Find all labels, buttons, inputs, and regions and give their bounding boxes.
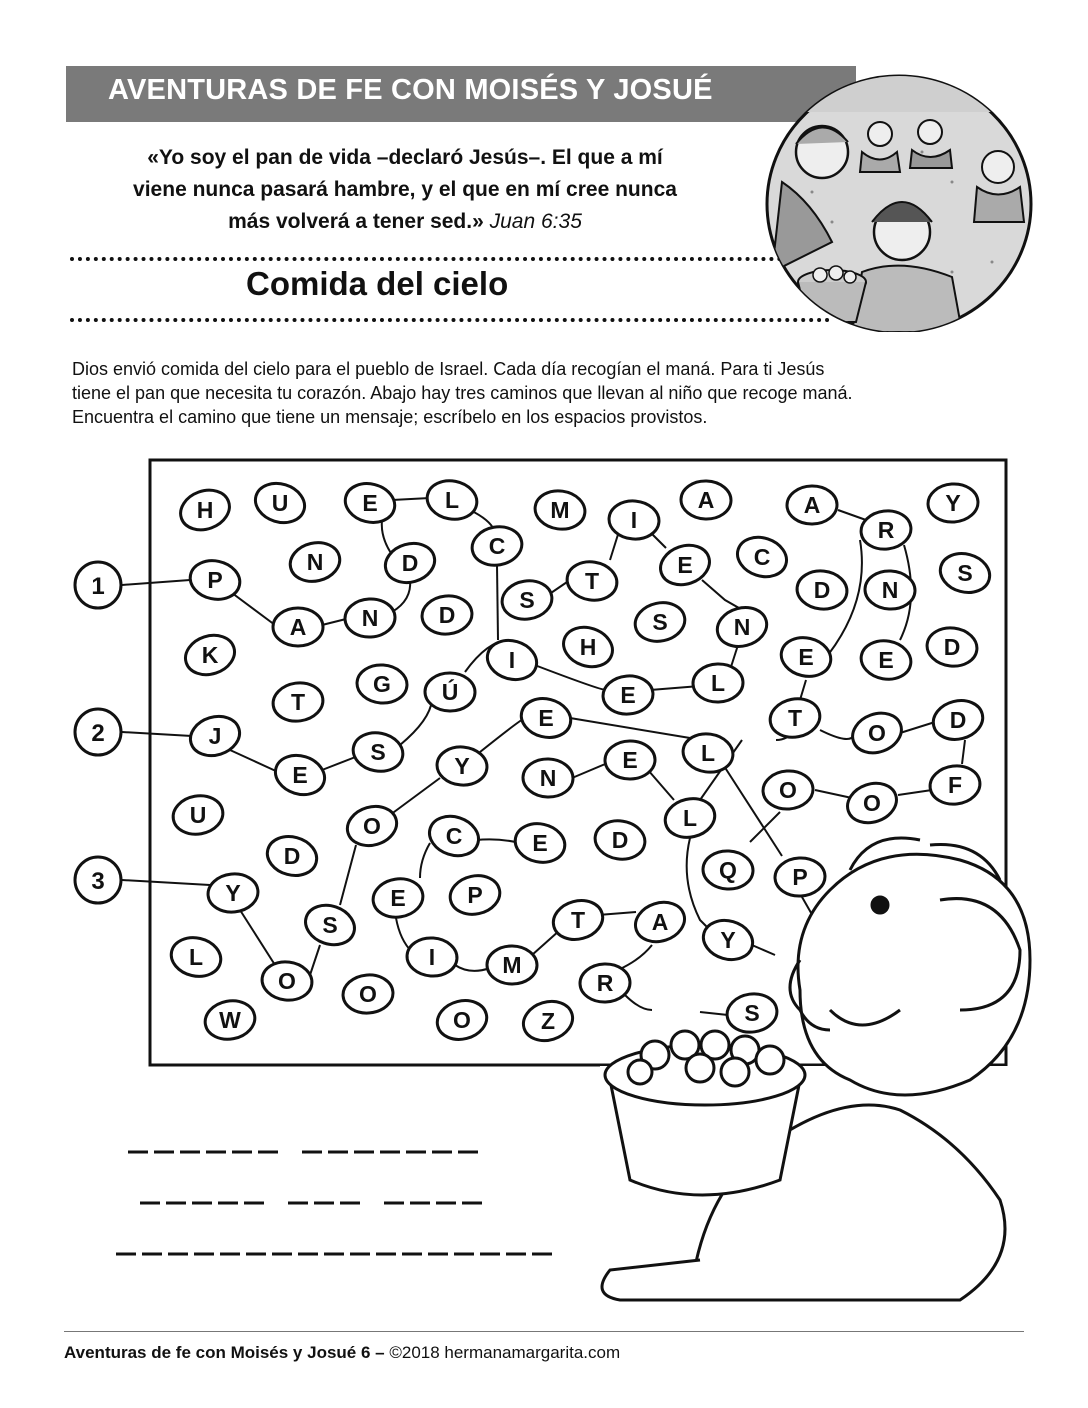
maze-letter: S xyxy=(957,560,973,586)
maze-letter: D xyxy=(438,602,456,628)
instructions-line-3: Encuentra el camino que tiene un mensaje; escríbelo en los espacios provistos. xyxy=(72,407,708,427)
footer-book-title: Aventuras de fe con Moisés y Josué 6 – xyxy=(64,1343,385,1362)
maze-letter: C xyxy=(445,823,463,849)
maze-letter: O xyxy=(278,968,296,994)
maze-letter: D xyxy=(611,827,629,853)
maze-letter: S xyxy=(744,1000,760,1026)
path-start-number: 3 xyxy=(91,868,105,895)
maze-letter: A xyxy=(697,487,715,513)
maze-letter: A xyxy=(651,909,669,935)
maze-letter: S xyxy=(652,609,668,635)
maze-letter: N xyxy=(733,614,751,640)
footer-divider xyxy=(64,1331,1024,1332)
maze-letter: O xyxy=(453,1007,471,1033)
maze-letter: Ú xyxy=(441,679,459,705)
maze-letter: C xyxy=(753,544,771,570)
maze-letter: H xyxy=(579,634,597,660)
instructions-line-2: tiene el pan que necesita tu corazón. Abajo hay tres caminos que llevan al niño que recoge maná. xyxy=(72,383,853,403)
maze-letter: E xyxy=(362,490,378,516)
maze-letter: J xyxy=(208,723,222,749)
maze-letter: A xyxy=(803,492,821,518)
maze-letter: T xyxy=(290,689,306,715)
maze-letter: E xyxy=(538,705,554,731)
maze-letter: D xyxy=(949,707,967,733)
maze-letter: I xyxy=(508,647,516,673)
maze-letter: C xyxy=(488,533,506,559)
maze-letter: N xyxy=(539,765,557,791)
maze-letter: O xyxy=(868,720,886,746)
maze-letter: L xyxy=(710,670,726,696)
maze-letter: M xyxy=(502,952,522,978)
maze-letter: S xyxy=(519,587,535,613)
maze-letter: I xyxy=(630,507,638,533)
maze-letter: Y xyxy=(225,880,241,906)
maze-letter: E xyxy=(532,830,548,856)
maze-letter: F xyxy=(947,772,963,798)
activity-subtitle: Comida del cielo xyxy=(246,265,509,302)
verse-line-3: más volverá a tener sed.» xyxy=(228,210,484,233)
footer-copyright: ©2018 hermanamargarita.com xyxy=(384,1343,621,1362)
page-title: AVENTURAS DE FE CON MOISÉS Y JOSUÉ xyxy=(108,74,713,106)
maze-letter: E xyxy=(677,552,693,578)
maze-letter: E xyxy=(390,885,406,911)
maze-letter: I xyxy=(428,944,436,970)
maze-letter: E xyxy=(622,747,638,773)
footer-credit xyxy=(64,1343,620,1363)
verse-reference: Juan 6:35 xyxy=(489,210,582,233)
maze-letter: U xyxy=(271,490,289,516)
maze-letter: H xyxy=(196,497,214,523)
maze-letter: U xyxy=(189,802,207,828)
maze-letter: A xyxy=(289,614,307,640)
maze-letter: L xyxy=(444,487,460,513)
maze-letter: N xyxy=(881,577,899,603)
maze-letter: D xyxy=(943,634,961,660)
maze-letter: L xyxy=(682,805,698,831)
maze-letter: O xyxy=(863,790,881,816)
maze-letter: P xyxy=(467,882,483,908)
maze-letter: Z xyxy=(540,1008,556,1034)
maze-letter: R xyxy=(596,970,614,996)
maze-letter: W xyxy=(219,1007,241,1033)
maze-letter: E xyxy=(878,647,894,673)
maze-letter: N xyxy=(306,549,324,575)
maze-letter: M xyxy=(550,497,570,523)
maze-letter: Y xyxy=(720,927,736,953)
maze-letter: T xyxy=(584,568,600,594)
instructions-line-1: Dios envió comida del cielo para el pueblo de Israel. Cada día recogían el maná. Para ti Jesús xyxy=(72,359,825,379)
maze-letter: L xyxy=(188,944,204,970)
maze-letter: Y xyxy=(945,490,961,516)
maze-letter: R xyxy=(877,517,895,543)
maze-letter: E xyxy=(798,644,814,670)
verse-line-1: «Yo soy el pan de vida –declaró Jesús–. El que a mí xyxy=(147,146,663,169)
verse-line-2: viene nunca pasará hambre, y el que en mí cree nunca xyxy=(133,178,677,201)
maze-letter: S xyxy=(322,912,338,938)
maze-letter: G xyxy=(373,671,391,697)
maze-letter: T xyxy=(570,907,586,933)
maze-letter: O xyxy=(779,777,797,803)
maze-letter: O xyxy=(359,981,377,1007)
path-start-number: 1 xyxy=(91,573,105,600)
maze-letter: Y xyxy=(454,753,470,779)
maze-letter: S xyxy=(370,739,386,765)
maze-letter: E xyxy=(620,682,636,708)
maze-letter: P xyxy=(792,864,808,890)
maze-letter: N xyxy=(361,605,379,631)
maze-letter: T xyxy=(787,705,803,731)
maze-letter: K xyxy=(201,642,219,668)
maze-letter: D xyxy=(813,577,831,603)
maze-letter: O xyxy=(363,813,381,839)
maze-letter: D xyxy=(401,550,419,576)
maze-letter: E xyxy=(292,762,308,788)
maze-letter: Q xyxy=(719,857,737,883)
maze-letter: L xyxy=(700,740,716,766)
maze-letter: P xyxy=(207,567,223,593)
path-start-number: 2 xyxy=(91,720,105,747)
maze-letter: D xyxy=(283,843,301,869)
